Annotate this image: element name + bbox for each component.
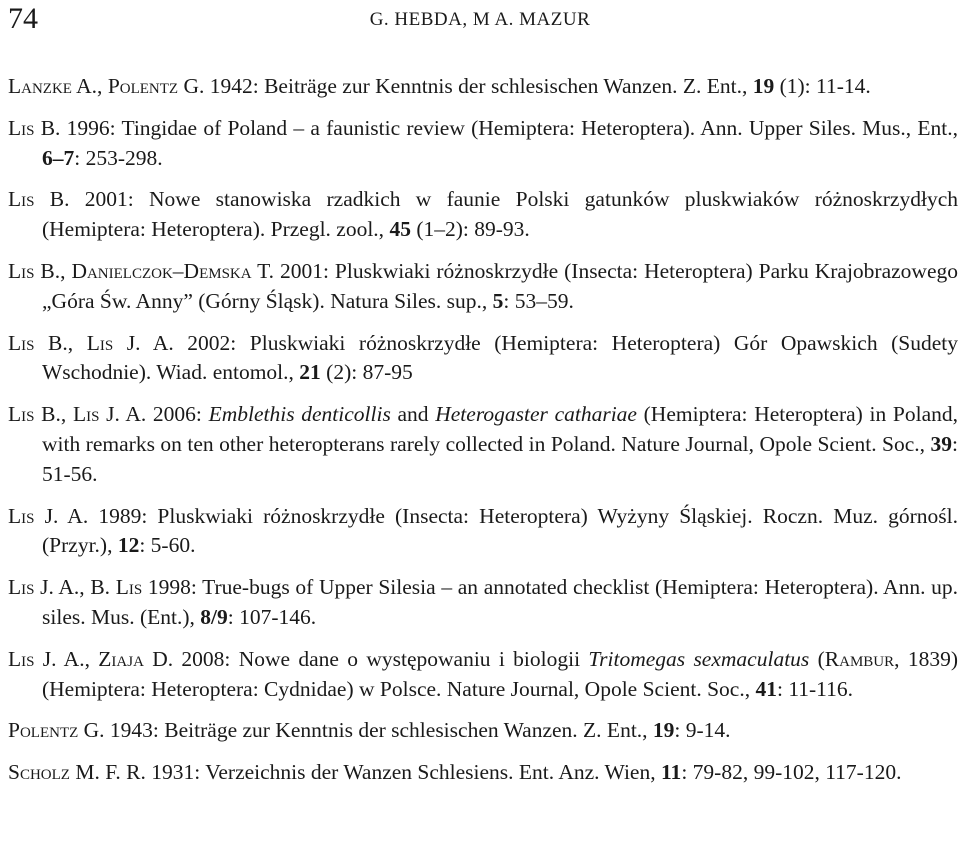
reference-text: : 5-60. (139, 533, 196, 558)
author-name: Lis (8, 258, 35, 283)
author-name: Polentz (107, 74, 179, 98)
reference-text: , 1839) (Hemiptera: Heteroptera: Cydnidae) w Polsce. Nature Journal, Opole Scient. Soc., (42, 646, 958, 701)
reference-text: J. A. 1989: Pluskwiaki różnoskrzydłe (Insecta: Heteroptera) Wyżyny Śląskiej. Roczn. Muz. górnośl. (Przyr.), (34, 503, 958, 558)
taxon-name: Heterogaster cathariae (435, 402, 637, 427)
reference-text: (2): 87-95 (320, 360, 413, 385)
author-name: Polentz (8, 718, 79, 743)
author-name: Rambur (824, 646, 895, 671)
reference-text: : 53–59. (503, 288, 574, 313)
author-name: Lis (86, 330, 114, 355)
reference-text: J. A., (34, 646, 99, 671)
reference-entry (8, 716, 958, 746)
author-name: Lanzke (8, 74, 72, 98)
reference-text: J. A., B. (34, 575, 116, 600)
reference-text: J. A. 2006: (99, 402, 209, 427)
author-name: Ziaja (98, 646, 144, 671)
reference-text: : 11-116. (776, 676, 854, 701)
author-name: Lis (8, 330, 35, 355)
page-header (0, 0, 960, 40)
reference-entry (8, 573, 958, 633)
reference-text: T. 2001: Pluskwiaki różnoskrzydłe (Insecta: Heteroptera) Parku Krajobrazowego „Góra Św. Anny” (Górny Śląsk). Natura Siles. sup., (42, 258, 958, 313)
reference-text: J. A. 2002: Pluskwiaki różnoskrzydłe (Hemiptera: Heteroptera) Gór Opawskich (Sudety Wschodnie). Wiad. entomol., (42, 330, 959, 385)
reference-text: B. 1996: Tingidae of Poland – a faunistic review (Hemiptera: Heteroptera). Ann. Upper Siles. Mus., Ent., (34, 115, 958, 140)
reference-text: B., (34, 258, 72, 283)
reference-entry (8, 114, 958, 174)
reference-text: 1998: True-bugs of Upper Silesia – an annotated checklist (Hemiptera: Heteroptera). Ann. up. siles. Mus. (Ent.), (42, 575, 958, 629)
page-number: 74 (8, 2, 38, 35)
reference-text: B., (34, 402, 73, 427)
reference-entry (8, 72, 958, 102)
reference-text: and (390, 402, 436, 427)
author-name: Lis (8, 187, 35, 212)
reference-text: A., (71, 74, 108, 98)
reference-text: : 79-82, 99-102, 117-120. (681, 760, 902, 785)
volume-number: 45 (389, 217, 411, 242)
volume-number: 6–7 (42, 145, 75, 170)
reference-entry (8, 257, 958, 317)
author-name: Danielczok–Demska (71, 258, 252, 283)
volume-number: 19 (652, 718, 675, 743)
author-name: Lis (8, 402, 35, 427)
author-name: Lis (8, 115, 35, 140)
volume-number: 5 (492, 288, 504, 313)
reference-entry (8, 758, 958, 788)
reference-entry (8, 185, 958, 245)
reference-text: B. 2001: Nowe stanowiska rzadkich w faunie Polski gatunków pluskwiaków różnoskrzydłych (Hemiptera: Heteroptera). Przegl. zool., (34, 187, 958, 242)
author-name: Lis (8, 646, 35, 671)
reference-text: ( (809, 646, 825, 671)
reference-entry (8, 645, 958, 705)
author-name: Lis (72, 402, 100, 427)
volume-number: 41 (755, 676, 777, 701)
author-name: Scholz (8, 760, 70, 785)
reference-text: G. 1942: Beiträge zur Kenntnis der schlesischen Wanzen. Z. Ent., (178, 74, 753, 98)
running-head: G. HEBDA, M A. MAZUR (369, 9, 591, 30)
volume-number: 21 (299, 360, 321, 385)
reference-text: (1): 11-14. (774, 74, 871, 98)
reference-text: (1–2): 89-93. (410, 217, 530, 242)
taxon-name: Tritomegas sexmaculatus (588, 646, 810, 671)
reference-text: : 253-298. (74, 145, 163, 170)
author-name: Lis (8, 575, 35, 600)
taxon-name: Emblethis denticollis (208, 402, 391, 427)
volume-number: 12 (117, 533, 140, 558)
volume-number: 11 (660, 760, 682, 785)
reference-text: D. 2008: Nowe dane o występowaniu i biologii (143, 646, 589, 671)
author-name: Lis (115, 575, 143, 600)
reference-entry (8, 502, 958, 562)
reference-list (8, 72, 958, 800)
reference-text: : 51-56. (42, 431, 958, 486)
author-name: Lis (8, 503, 35, 528)
reference-entry (8, 400, 958, 489)
reference-text: : 107-146. (227, 604, 317, 629)
volume-number: 19 (752, 74, 775, 98)
reference-text: M. F. R. 1931: Verzeichnis der Wanzen Schlesiens. Ent. Anz. Wien, (69, 760, 661, 785)
reference-text: B., (34, 330, 87, 355)
reference-entry (8, 329, 958, 389)
reference-text: : 9-14. (674, 718, 731, 743)
volume-number: 39 (930, 431, 953, 456)
volume-number: 8/9 (200, 604, 228, 629)
reference-text: G. 1943: Beiträge zur Kenntnis der schlesischen Wanzen. Z. Ent., (78, 718, 653, 743)
reference-text: (Hemiptera: Heteroptera) in Poland, with remarks on ten other heteropterans rarely collected in Poland. Nature Journal, Opole Scient. Soc., (42, 402, 958, 456)
